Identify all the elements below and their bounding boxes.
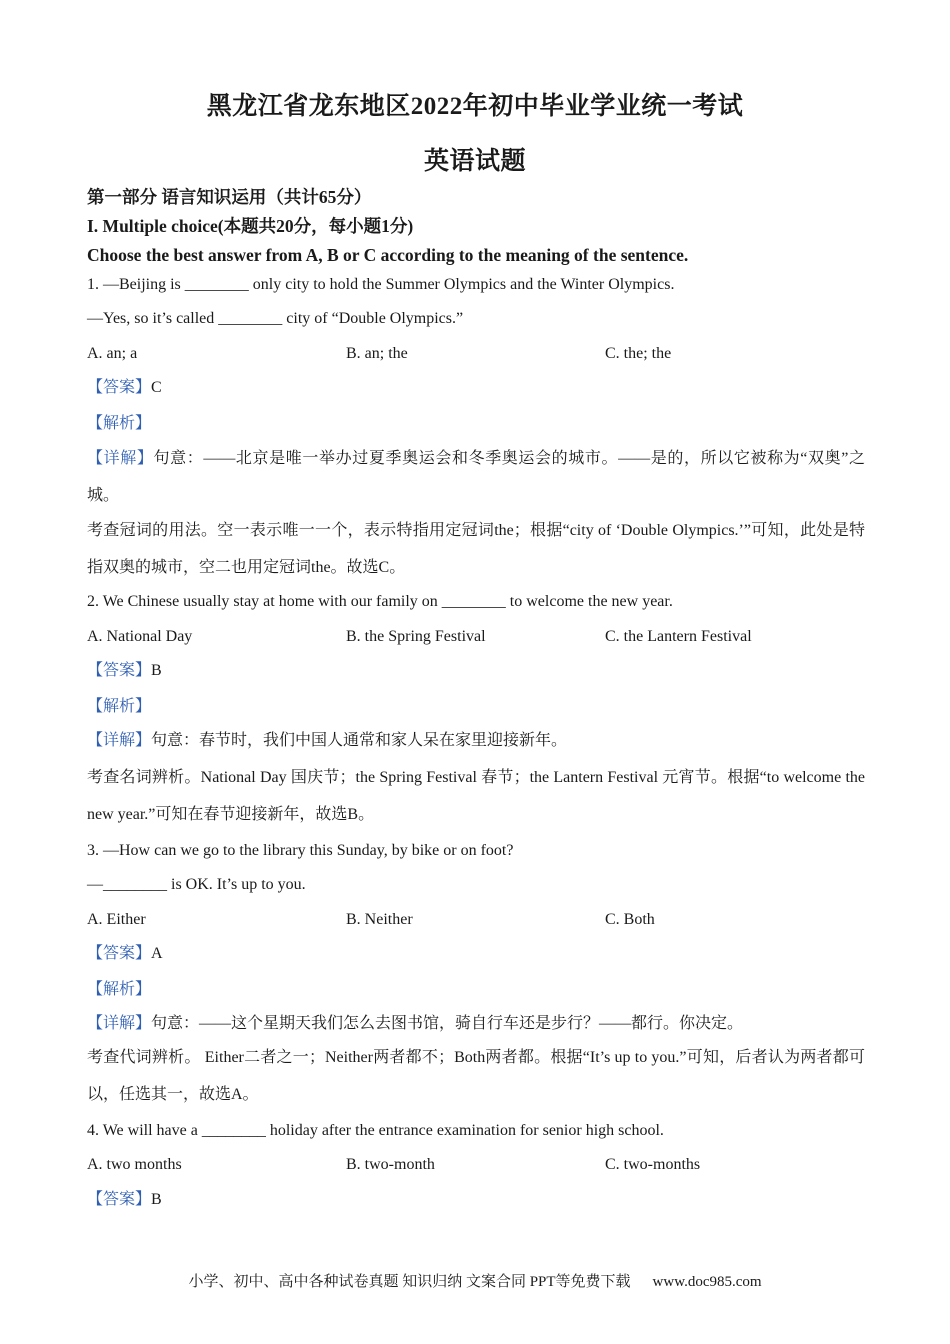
question-2-analysis — [87, 697, 865, 717]
answer-tag: 【答案】 — [87, 945, 152, 962]
answer-tag: 【答案】 — [87, 1191, 152, 1208]
question-3-stem-line-2: —________ is OK. It’s up to you. — [87, 876, 306, 893]
question-4-option-c: C. two-months — [605, 1156, 701, 1173]
question-1-stem-line-1: 1. —Beijing is ________ only city to hold the Summer Olympics and the Winter Olympics. — [87, 276, 675, 293]
footer-text: 小学、初中、高中各种试卷真题 知识归纳 文案合同 PPT等免费下载 — [188, 1274, 631, 1290]
analysis-tag: 【解析】 — [87, 698, 152, 715]
analysis-tag: 【解析】 — [87, 981, 152, 998]
answer-tag: 【答案】 — [87, 379, 152, 396]
question-4-option-a: A. two months — [87, 1156, 182, 1173]
question-2-detail — [87, 731, 865, 751]
question-3-detail — [87, 1014, 865, 1034]
question-3-option-c: C. Both — [605, 911, 655, 928]
question-2-stem: 2. We Chinese usually stay at home with our family on ________ to welcome the new year. — [87, 593, 673, 610]
question-1-detail — [87, 440, 865, 514]
question-2-answer — [87, 661, 865, 681]
question-3-option-a: A. Either — [87, 911, 146, 928]
detail-text: 句意：——北京是唯一举办过夏季奥运会和冬季奥运会的城市。——是的，所以它被称为“双奥”之城。 — [87, 450, 865, 504]
question-3-analysis — [87, 980, 865, 1000]
detail-text: 句意：——这个星期天我们怎么去图书馆，骑自行车还是步行？——都行。你决定。 — [151, 1015, 744, 1032]
detail-text: 句意：春节时，我们中国人通常和家人呆在家里迎接新年。 — [151, 732, 568, 749]
question-1-explanation: 考查冠词的用法。空一表示唯一一个，表示特指用定冠词the；根据“city of ‘Double Olympics.’”可知，此处是特指双奥的城市，空二也用定冠词the。故选C。 — [87, 522, 865, 576]
question-3-answer — [87, 944, 865, 964]
detail-tag: 【详解】 — [87, 1015, 152, 1032]
question-2-option-c: C. the Lantern Festival — [605, 628, 752, 645]
detail-tag: 【详解】 — [87, 732, 152, 749]
page-footer — [0, 1270, 950, 1291]
question-3-option-b: B. Neither — [346, 911, 413, 928]
question-1-option-b: B. an; the — [346, 345, 408, 362]
question-3-stem-line-1: 3. —How can we go to the library this Sunday, by bike or on foot? — [87, 842, 514, 859]
answer-tag: 【答案】 — [87, 662, 152, 679]
question-1-stem-line-2: —Yes, so it’s called ________ city of “Double Olympics.” — [87, 310, 464, 327]
document-subtitle: 英语试题 — [423, 148, 526, 175]
instruction: Choose the best answer from A, B or C according to the meaning of the sentence. — [87, 245, 689, 265]
analysis-tag: 【解析】 — [87, 415, 152, 432]
question-2-option-b: B. the Spring Festival — [346, 628, 486, 645]
part-heading: 第一部分 语言知识运用（共计65分） — [87, 187, 372, 207]
question-4-answer — [87, 1190, 865, 1210]
answer-value: A — [151, 945, 163, 962]
question-4-option-b: B. two-month — [346, 1156, 435, 1173]
question-1-option-c: C. the; the — [605, 345, 672, 362]
question-2-option-a: A. National Day — [87, 628, 193, 645]
answer-value: B — [151, 1191, 162, 1208]
answer-value: C — [151, 379, 162, 396]
answer-value: B — [151, 662, 162, 679]
question-1-answer — [87, 378, 865, 398]
question-4-stem: 4. We will have a ________ holiday after the entrance examination for senior high school. — [87, 1122, 664, 1139]
question-3-explanation: 考查代词辨析。 Either二者之一；Neither两者都不；Both两者都。根据“It’s up to you.”可知，后者认为两者都可以，任选其一，故选A。 — [87, 1049, 865, 1103]
footer-url-link[interactable]: www.doc985.com — [652, 1274, 762, 1290]
detail-tag: 【详解】 — [87, 450, 154, 467]
question-1-option-a: A. an; a — [87, 345, 138, 362]
section-heading: I. Multiple choice(本题共20分，每小题1分) — [87, 216, 414, 236]
question-1-analysis — [87, 414, 865, 434]
question-2-explanation: 考查名词辨析。National Day 国庆节；the Spring Festival 春节；the Lantern Festival 元宵节。根据“to welcome the new year.”可知在春节迎接新年，故选B。 — [87, 769, 865, 823]
document-title: 黑龙江省龙东地区2022年初中毕业学业统一考试 — [206, 93, 744, 120]
